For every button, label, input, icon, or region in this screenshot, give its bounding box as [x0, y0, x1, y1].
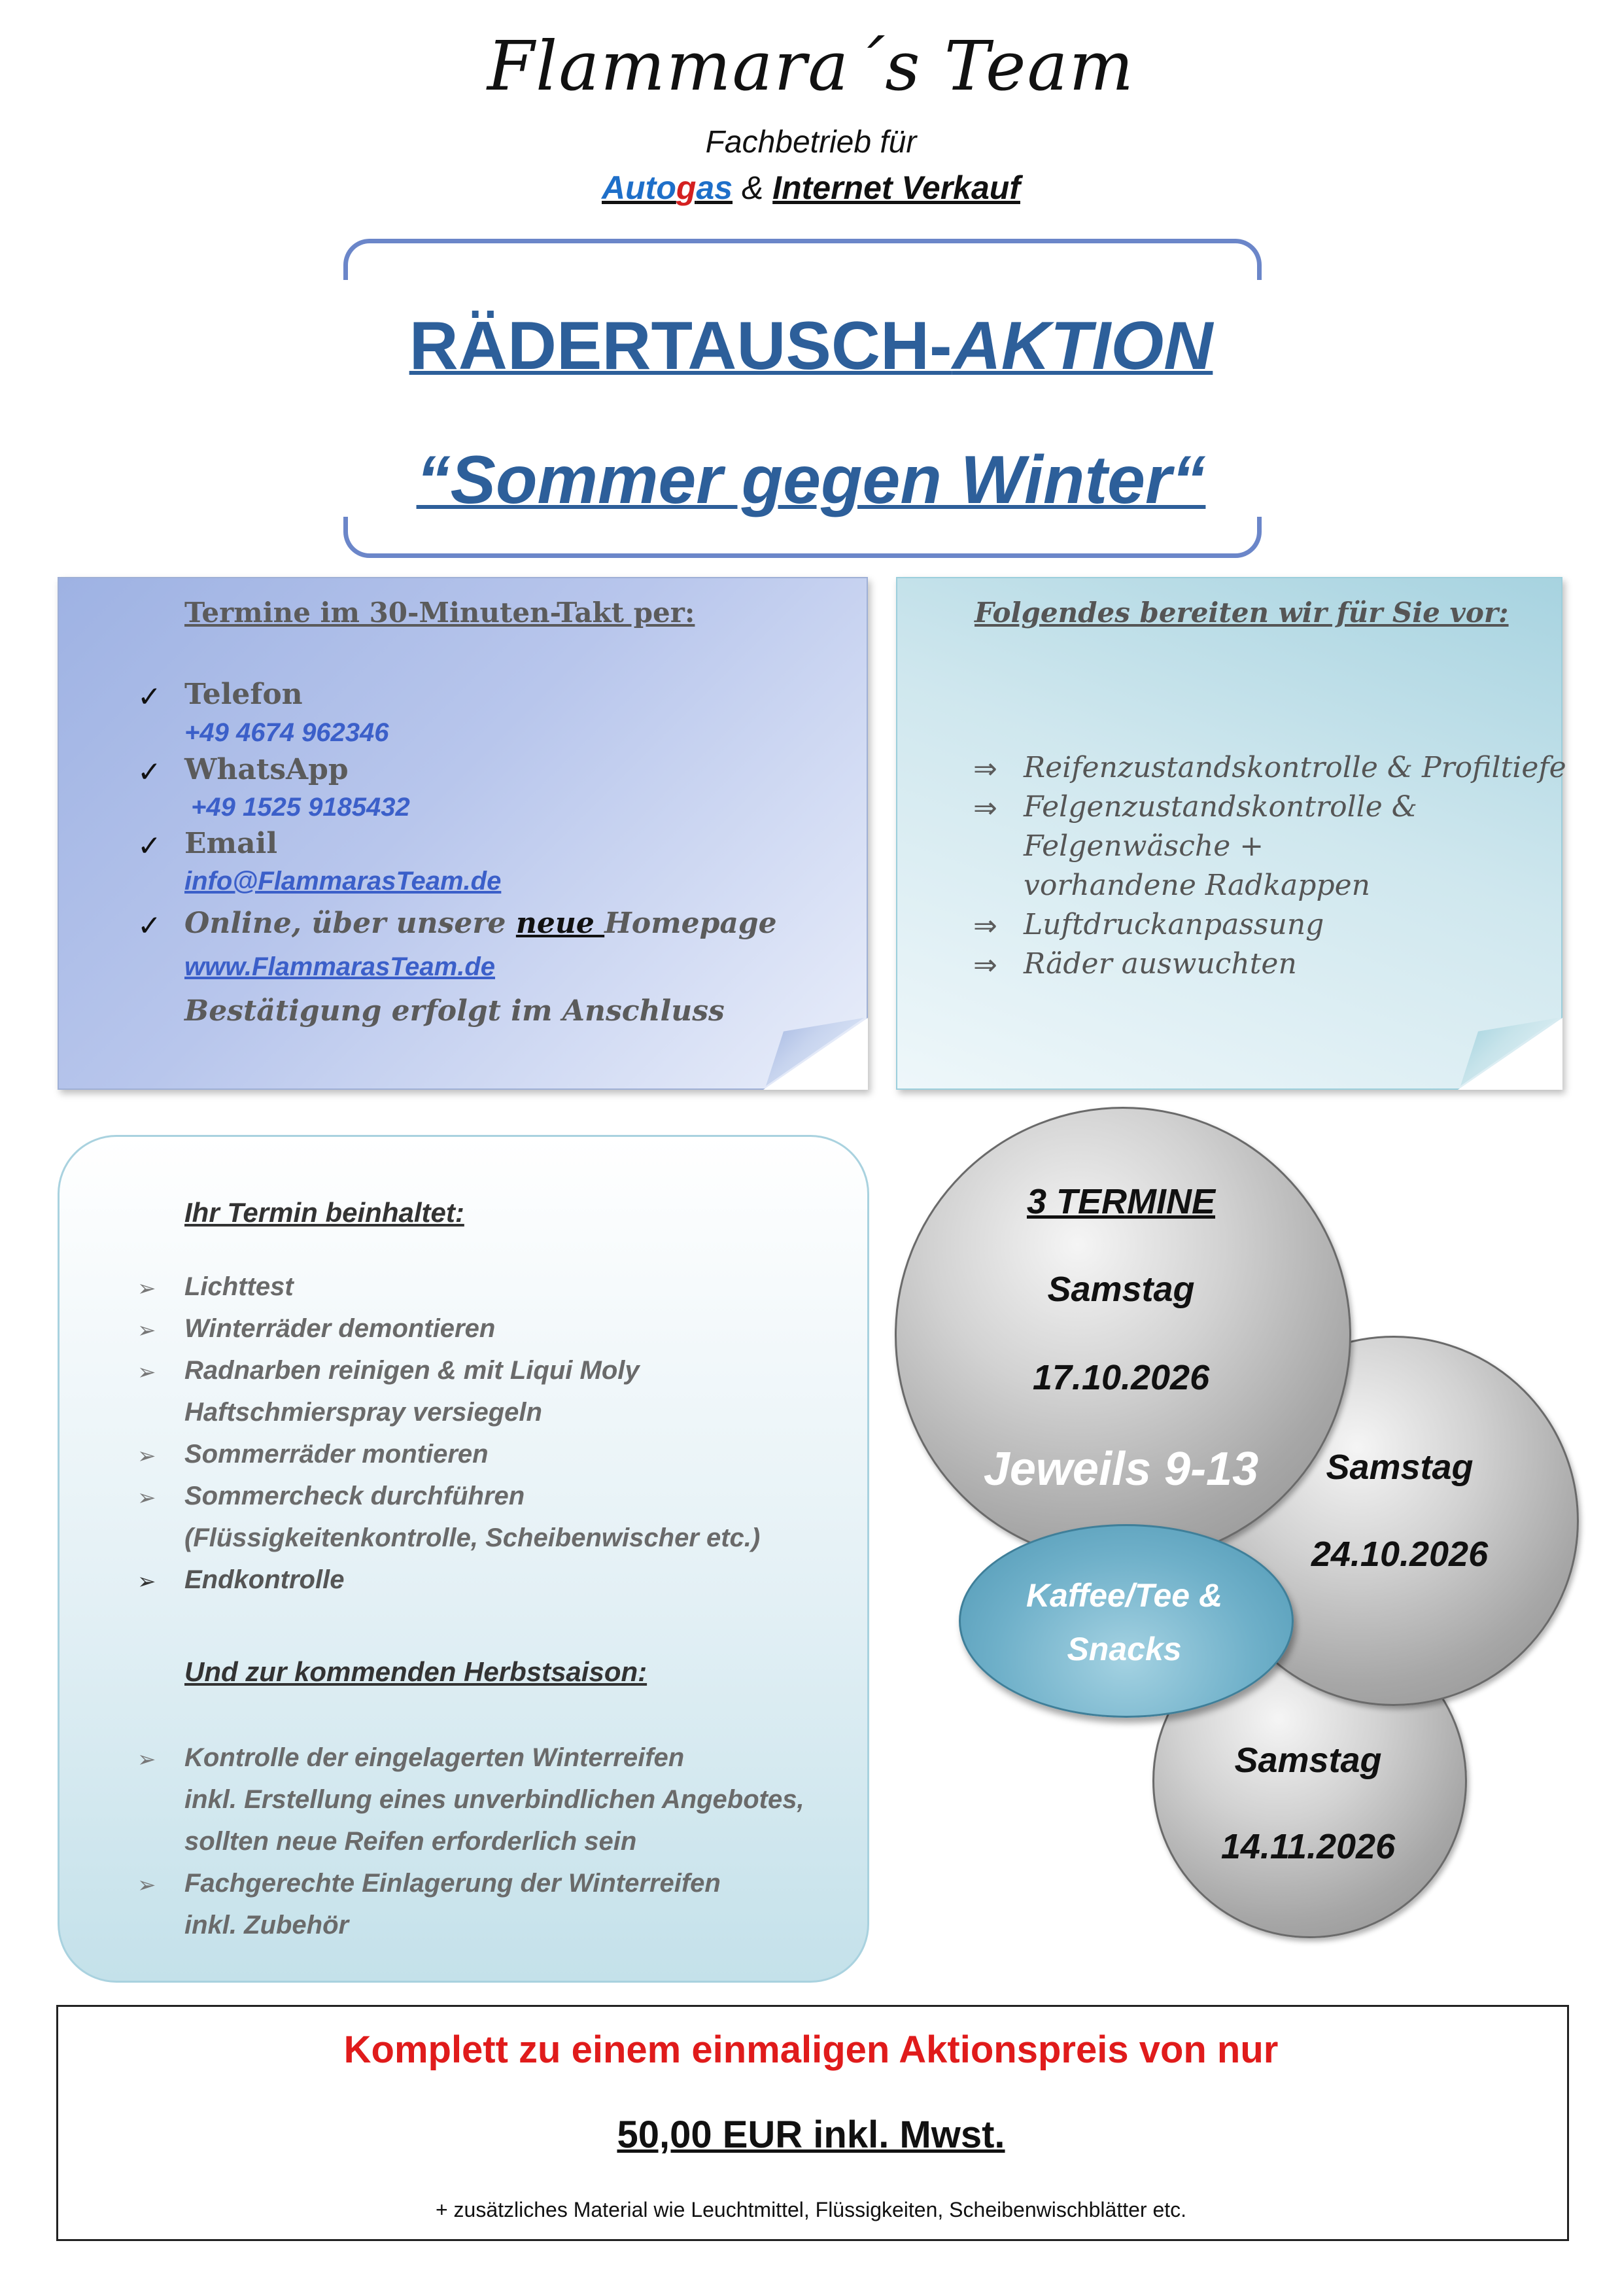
service-item: (Flüssigkeitenkontrolle, Scheibenwischer etc.)	[184, 1523, 761, 1552]
date2-date: 24.10.2026	[1311, 1535, 1489, 1574]
title-bracket-bottom	[343, 517, 1262, 558]
online-label: Online, über unsere neue Homepage	[184, 907, 777, 940]
page-title: RÄDERTAUSCH-AKTION	[409, 308, 1213, 384]
confirmation-text: Bestätigung erfolgt im Anschluss	[184, 994, 725, 1028]
arrow-icon: ⇒	[973, 948, 997, 982]
preparation-item: Felgenzustandskontrolle &	[1024, 790, 1417, 824]
arrowhead-icon: ➢	[137, 1569, 156, 1595]
check-icon: ✓	[137, 909, 162, 943]
phone-number[interactable]: +49 4674 962346	[184, 718, 389, 747]
preparation-item: Räder auswuchten	[1024, 947, 1297, 981]
check-icon: ✓	[137, 756, 162, 789]
refreshments-line2: Snacks	[1067, 1631, 1182, 1667]
arrowhead-icon: ➢	[137, 1359, 156, 1385]
date1-day: Samstag	[1047, 1270, 1195, 1309]
refreshments-ellipse	[959, 1524, 1294, 1718]
title-bracket-top	[343, 239, 1262, 280]
service-item: Haftschmierspray versiegeln	[184, 1398, 542, 1427]
date1-date: 17.10.2026	[1032, 1358, 1210, 1397]
arrow-icon: ⇒	[973, 909, 997, 943]
preparation-item: vorhandene Radkappen	[1024, 869, 1370, 902]
refreshments-line1: Kaffee/Tee &	[1026, 1577, 1223, 1614]
autumn-heading: Und zur kommenden Herbstsaison:	[184, 1656, 647, 1687]
autumn-item: inkl. Erstellung eines unverbindlichen Angebotes,	[184, 1785, 804, 1814]
service-item: Radnarben reinigen & mit Liqui Moly	[184, 1356, 640, 1385]
service-item: Endkontrolle	[184, 1565, 345, 1594]
date2-day: Samstag	[1326, 1448, 1474, 1487]
contact-label-email: Email	[184, 827, 278, 860]
autumn-item: inkl. Zubehör	[184, 1911, 349, 1939]
whatsapp-number[interactable]: +49 1525 9185432	[191, 793, 410, 822]
contact-label-whatsapp: WhatsApp	[184, 753, 349, 786]
preparation-item: Luftdruckanpassung	[1024, 908, 1324, 941]
preparation-heading: Folgendes bereiten wir für Sie vor:	[975, 597, 1509, 629]
internet-verkauf: Internet Verkauf	[772, 169, 1020, 206]
price-offer-text: Komplett zu einem einmaligen Aktionspreis von nur	[343, 2028, 1279, 2071]
arrow-icon: ⇒	[973, 752, 997, 786]
services-heading: Ihr Termin beinhaltet:	[184, 1197, 464, 1228]
autogas-word: Autogas	[602, 169, 733, 206]
dates-headline: 3 TERMINE	[1026, 1182, 1216, 1221]
autumn-item: Kontrolle der eingelagerten Winterreifen	[184, 1743, 685, 1772]
check-icon: ✓	[137, 829, 162, 863]
check-icon: ✓	[137, 680, 162, 714]
preparation-item: Reifenzustandskontrolle & Profiltiefe	[1024, 751, 1566, 784]
arrowhead-icon: ➢	[137, 1443, 156, 1469]
price-amount: 50,00 EUR inkl. Mwst.	[617, 2113, 1005, 2156]
service-item: Lichttest	[184, 1272, 294, 1301]
tagline-line1: Fachbetrieb für	[705, 125, 917, 160]
arrow-icon: ⇒	[973, 791, 997, 825]
email-link[interactable]: info@FlammarasTeam.de	[184, 867, 502, 896]
date3-day: Samstag	[1234, 1741, 1382, 1780]
preparation-item: Felgenwäsche +	[1024, 829, 1264, 863]
tagline-line2: Autogas & Internet Verkauf	[602, 169, 1020, 206]
arrowhead-icon: ➢	[137, 1317, 156, 1344]
autumn-item: sollten neue Reifen erforderlich sein	[184, 1827, 637, 1856]
brand-name: Flammara´s Team	[487, 26, 1135, 106]
service-item: Sommercheck durchführen	[184, 1482, 525, 1510]
arrowhead-icon: ➢	[137, 1872, 156, 1898]
arrowhead-icon: ➢	[137, 1747, 156, 1773]
page-subtitle: “Sommer gegen Winter“	[416, 442, 1206, 518]
appointment-heading: Termine im 30-Minuten-Takt per:	[184, 597, 695, 629]
autumn-item: Fachgerechte Einlagerung der Winterreifen	[184, 1869, 721, 1898]
opening-hours: Jeweils 9-13	[983, 1443, 1259, 1495]
arrowhead-icon: ➢	[137, 1485, 156, 1511]
website-link[interactable]: www.FlammarasTeam.de	[184, 952, 495, 981]
service-item: Sommerräder montieren	[184, 1440, 489, 1469]
price-footnote: + zusätzliches Material wie Leuchtmittel, Flüssigkeiten, Scheibenwischblätter etc.	[435, 2198, 1187, 2221]
date3-date: 14.11.2026	[1220, 1827, 1396, 1866]
contact-label-telefon: Telefon	[184, 678, 303, 711]
service-item: Winterräder demontieren	[184, 1314, 496, 1343]
arrowhead-icon: ➢	[137, 1276, 156, 1302]
